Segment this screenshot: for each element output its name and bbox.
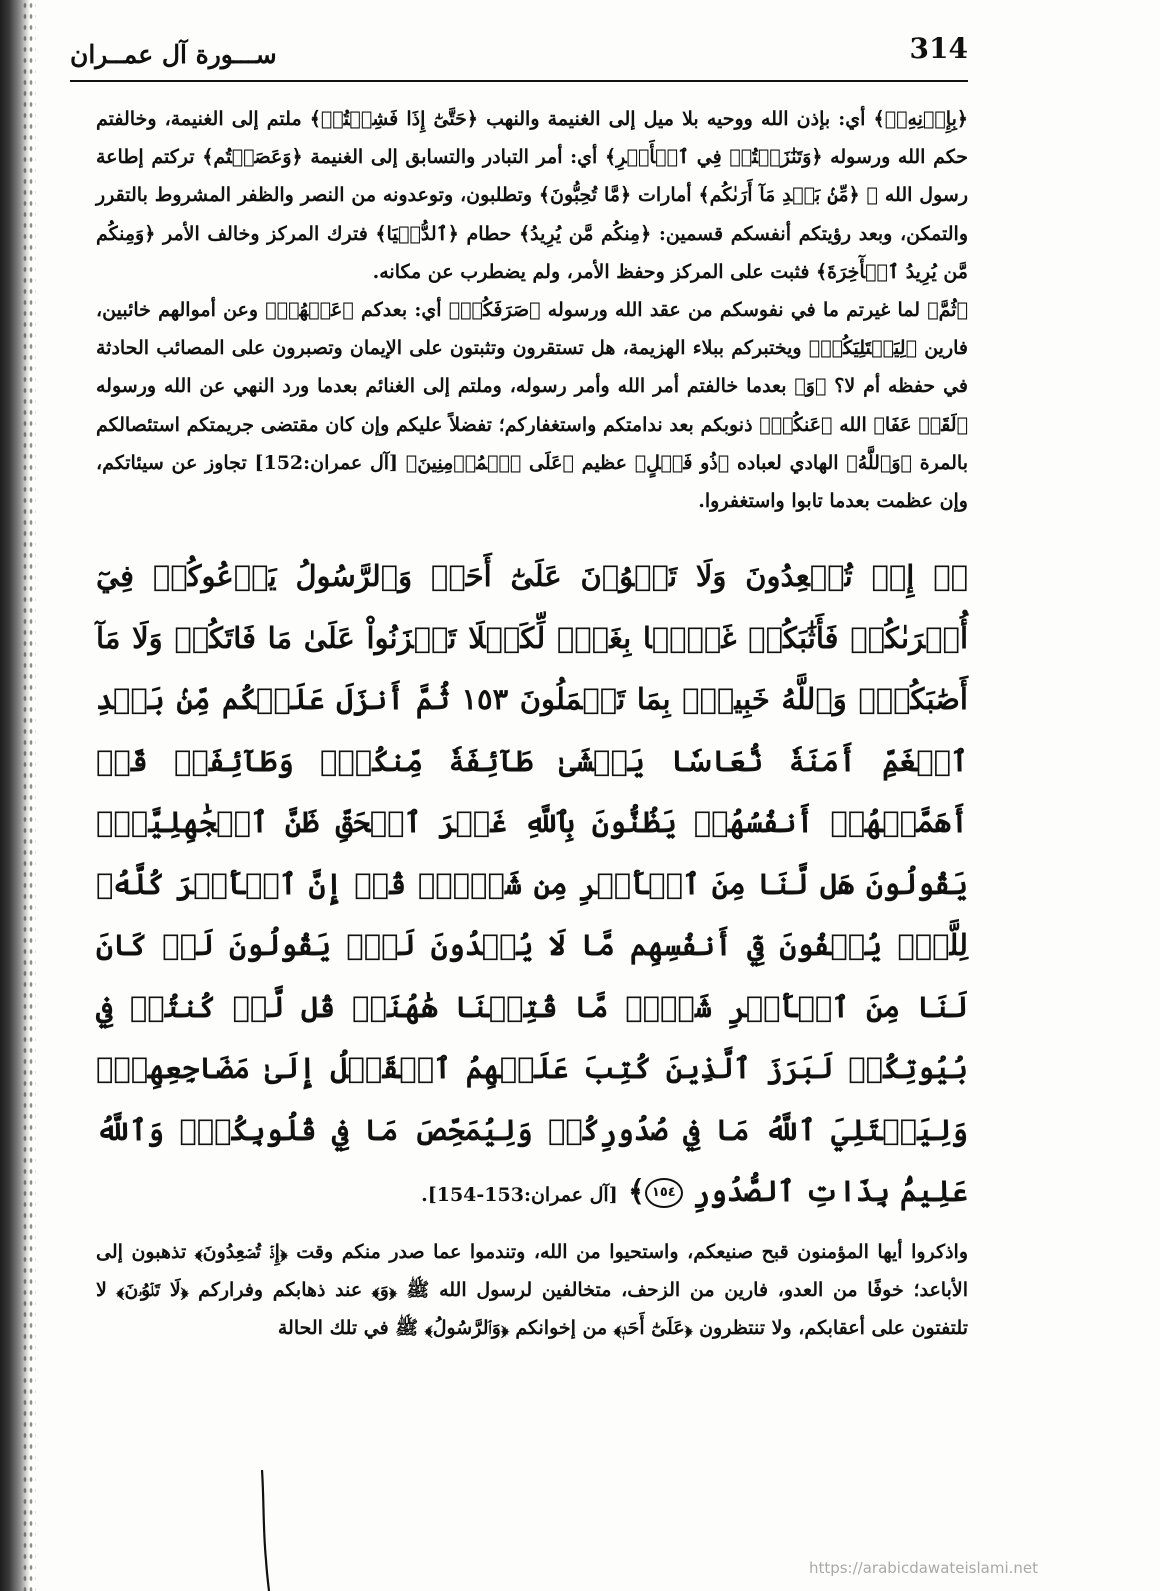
header-rule: [70, 80, 968, 82]
page-header: [70, 30, 968, 84]
verse-reference: [آل عمران:153-154].: [421, 1184, 618, 1207]
verse-text: ﴿۞ إِذۡ تُصۡعِدُونَ وَلَا تَلۡوُۥنَ عَلَىٰٓ أَحَدٖ وَٱلرَّسُولُ يَدۡعُوكُمۡ فِيٓ أُخۡرَىٰكُمۡ فَأَثَٰبَكُمۡ غَمَّۢا بِغَمّٖ لِّكَيۡلَا تَحۡزَنُواْ عَلَىٰ مَا فَاتَكُمۡ وَلَا مَآ أَصَٰبَكُمۡۗ وَٱللَّهُ خَبِيرُۢ بِمَا تَعۡمَلُونَ ١٥٣ ثُمَّ أَنزَلَ عَلَيۡكُم مِّنۢ بَعۡدِ ٱلۡغَمِّ أَمَنَةٗ نُّعَاسٗا يَغۡشَىٰ طَآئِفَةٗ مِّنكُمۡۖ وَطَآئِفَةٞ قَدۡ أَهَمَّتۡهُمۡ أَنفُسُهُمۡ يَظُنُّونَ بِٱللَّهِ غَيۡرَ ٱلۡحَقِّ ظَنَّ ٱلۡجَٰهِلِيَّةِۖ يَقُولُونَ هَل لَّنَا مِنَ ٱلۡأَمۡرِ مِن شَيۡءٖۗ قُلۡ إِنَّ ٱلۡأَمۡرَ كُلَّهُۥ لِلَّهِۗ يُخۡفُونَ فِيٓ أَنفُسِهِم مَّا لَا يُبۡدُونَ لَكَۖ يَقُولُونَ لَوۡ كَانَ لَنَا مِنَ ٱلۡأَمۡرِ شَيۡءٞ مَّا قُتِلۡنَا هَٰهُنَاۗ قُل لَّوۡ كُنتُمۡ فِي بُيُوتِكُمۡ لَبَرَزَ ٱلَّذِينَ كُتِبَ عَلَيۡهِمُ ٱلۡقَتۡلُ إِلَىٰ مَضَاجِعِهِمۡۖ وَلِيَبۡتَلِيَ ٱللَّهُ مَا فِي صُدُورِكُمۡ وَلِيُمَحِّصَ مَا فِي قُلُوبِكُمۡۚ وَٱللَّهُ عَلِيمُۢ بِذَاتِ ٱلصُّدُورِ: [96, 559, 968, 1209]
tafsir-paragraph-3: واذكروا أيها المؤمنون قبح صنيعكم، واستحيوا من الله، وتندموا عما صدر منكم وقت ﴿إِذۡ تُصۡعِدُونَ﴾ تذهبون إلى الأباعد؛ خوفًا من العدو، فارين من الزحف، متخالفين لرسول الله ﷺ ﴿وَ﴾ عند ذهابكم وفراركم ﴿لَا تَلۡوُۥنَ﴾ لا تلتفتون على أعقابكم، ولا تنتظرون ﴿عَلَىٰٓ أَحَدٖ﴾ من إخوانكم ﴿وَٱلرَّسُولُ﴾ ﷺ في تلك الحالة: [96, 1240, 968, 1340]
surah-title: ســـورة آل عمــران: [70, 40, 277, 69]
page-body: [96, 100, 968, 1347]
binding-specks: [22, 0, 36, 1591]
tafsir-paragraph-1: ﴿بِإِذۡنِهِۦٓ﴾ أي: بإذن الله ووحيه بلا ميل إلى الغنيمة والنهب ﴿حَتَّىٰٓ إِذَا فَشِلۡتُمۡ﴾ ملتم إلى الغنيمة، وخالفتم حكم الله ورسوله ﴿وَتَنَٰزَعۡتُمۡ فِي ٱلۡأَمۡرِ﴾ أي: أمر التبادر والتسابق إلى الغنيمة ﴿وَعَصَيۡتُم﴾ تركتم إطاعة رسول الله ﷺ ﴿مِّنۢ بَعۡدِ مَآ أَرَىٰكُم﴾ أمارات ﴿مَّا تُحِبُّونَ﴾ وتطلبون، وتوعدونه من النصر والظفر المشروط بالتقرر والتمكن، وبعد رؤيتكم أنفسكم قسمين: ﴿مِنكُم مَّن يُرِيدُ﴾ حطام ﴿ٱلدُّنۡيَا﴾ فترك المركز وخالف الأمر ﴿وَمِنكُم مَّن يُرِيدُ ٱلۡأٓخِرَةَ﴾ فثبت على المركز وحفظ الأمر، ولم يضطرب عن مكانه.: [96, 108, 968, 283]
pen-stroke-mark: [258, 1470, 272, 1591]
verse-closing-bracket: ﴾: [627, 1174, 645, 1209]
tafsir-paragraph-2: ﴿ثُمَّ﴾ لما غيرتم ما في نفوسكم من عقد الله ورسوله ﴿صَرَفَكُمۡ﴾ أي: بعدكم ﴿عَنۡهُمۡ﴾ وعن أموالهم خائبين، فارين ﴿لِيَبۡتَلِيَكُمۡ﴾ ويختبركم ببلاء الهزيمة، هل تستقرون وتثبتون على الإيمان وتصبرون على المصائب الحادثة في حفظه أم لا؟ ﴿وَ﴾ بعدما خالفتم أمر الله وأمر رسوله، وملتم إلى الغنائم بعدما ورد النهي عن الله ورسوله ﴿لَقَدۡ عَفَا﴾ الله ﴿عَنكُمۡ﴾ ذنوبكم بعد ندامتكم واستغفاركم؛ تفضلاً عليكم وإن كان مقتضى جريمتكم استئصالكم بالمرة ﴿وَٱللَّهُ﴾ الهادي لعباده ﴿ذُو فَضۡلٍ﴾ عظيم ﴿عَلَى ٱلۡمُؤۡمِنِينَ﴾ [آل عمران:152] تجاوز عن سيئاتكم، وإن عظمت بعدما تابوا واستغفروا.: [96, 299, 968, 513]
aya-number-marker: ١٥٤: [645, 1178, 683, 1208]
watermark-url: https://arabicdawateislami.net: [808, 1559, 1038, 1577]
page-number: 314: [909, 32, 968, 65]
quran-verse: [96, 546, 968, 1227]
